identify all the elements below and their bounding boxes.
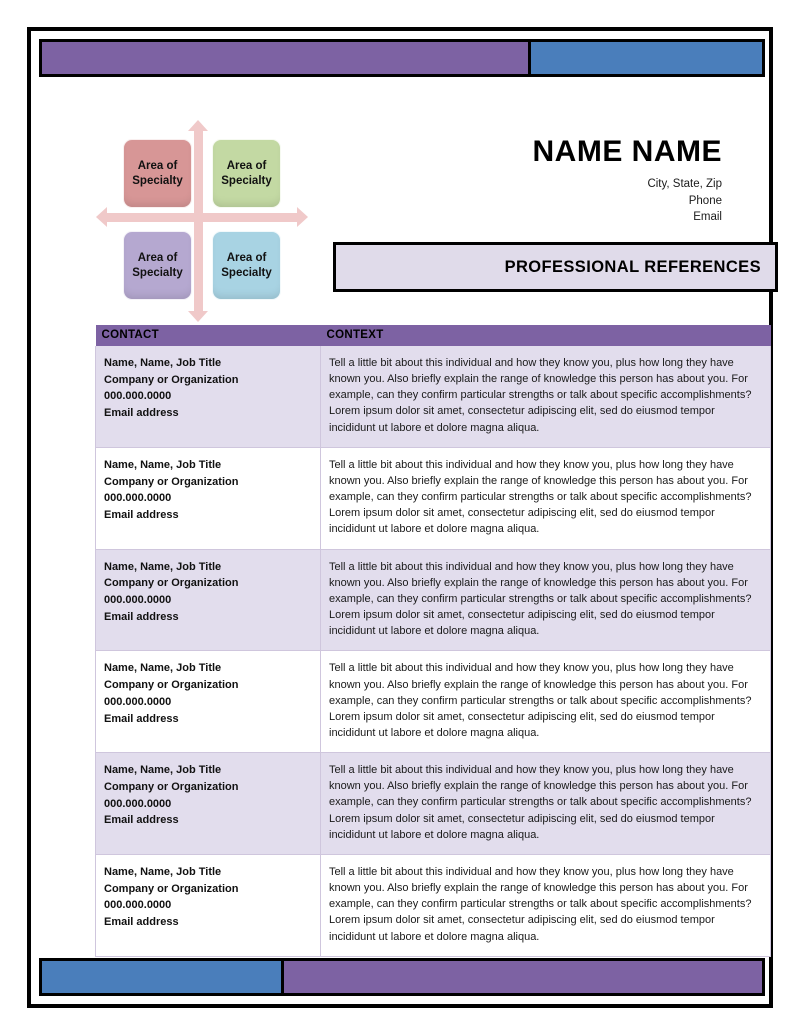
context-cell: Tell a little bit about this individual and how they know you, plus how long they have known you. Also briefly explain the range of knowledge this person has about you. For example, can they confirm particular strengths or talk about specific accomplishments? Lorem ipsum dolor sit amet, consectetur adipiscing elit, sed do eiusmod tempor incididunt ut labore et dolore magna aliqua. xyxy=(321,549,771,651)
specialty-box-line1: Area of xyxy=(226,252,267,265)
context-cell: Tell a little bit about this individual and how they know you, plus how long they have known you. Also briefly explain the range of knowledge this person has about you. For example, can they confirm particular strengths or talk about specific accomplishments? Lorem ipsum dolor sit amet, consectetur adipiscing elit, sed do eiusmod tempor incididunt ut labore et dolore magna aliqua. xyxy=(321,651,771,753)
specialty-box-line1: Area of xyxy=(137,252,178,265)
contact-organization: Company or Organization xyxy=(104,882,239,895)
table-row[interactable] xyxy=(96,346,771,447)
page-title: NAME NAME xyxy=(532,135,722,168)
specialty-box-top-right[interactable] xyxy=(212,139,281,208)
specialty-box-line2: Specialty xyxy=(221,174,272,187)
specialty-box-bottom-right[interactable] xyxy=(212,231,281,300)
table-row[interactable] xyxy=(96,447,771,549)
references-table-container xyxy=(95,325,771,957)
contact-organization: Company or Organization xyxy=(104,679,239,692)
contact-cell xyxy=(96,447,321,549)
contact-name-title: Name, Name, Job Title xyxy=(104,764,222,777)
section-banner xyxy=(333,242,778,292)
specialty-box-line1: Area of xyxy=(226,160,267,173)
top-decorative-banner xyxy=(39,39,765,77)
specialty-box-line2: Specialty xyxy=(221,266,272,279)
document-frame xyxy=(27,27,773,1008)
contact-email: Email address xyxy=(104,814,179,827)
table-row[interactable] xyxy=(96,651,771,753)
arrow-right-icon xyxy=(297,207,308,227)
specialty-box-line2: Specialty xyxy=(132,174,183,187)
contact-name-title: Name, Name, Job Title xyxy=(104,662,222,675)
references-table xyxy=(95,325,771,957)
column-header-context: CONTEXT xyxy=(321,325,771,346)
contact-email: Email address xyxy=(104,712,179,725)
contact-email: Email address xyxy=(104,916,179,929)
contact-phone: 000.000.0000 xyxy=(104,695,172,708)
table-row[interactable] xyxy=(96,854,771,956)
contact-phone: 000.000.0000 xyxy=(104,390,172,403)
specialty-box-top-left[interactable] xyxy=(123,139,192,208)
contact-organization: Company or Organization xyxy=(104,475,239,488)
context-cell: Tell a little bit about this individual and how they know you, plus how long they have known you. Also briefly explain the range of knowledge this person has about you. For example, can they confirm particular strengths or talk about specific accomplishments? Lorem ipsum dolor sit amet, consectetur adipiscing elit, sed do eiusmod tempor incididunt ut labore et dolore magna aliqua. xyxy=(321,447,771,549)
contact-organization: Company or Organization xyxy=(104,780,239,793)
horizontal-axis-line xyxy=(103,213,301,222)
contact-name-title: Name, Name, Job Title xyxy=(104,560,222,573)
references-table-head xyxy=(96,325,771,346)
contact-cell xyxy=(96,753,321,855)
contact-phone: 000.000.0000 xyxy=(104,899,172,912)
specialty-box-line1: Area of xyxy=(137,160,178,173)
specialty-box-line2: Specialty xyxy=(132,266,183,279)
references-table-body xyxy=(96,346,771,956)
contact-phone: 000.000.0000 xyxy=(104,594,172,606)
section-banner-label: PROFESSIONAL REFERENCES xyxy=(504,257,761,276)
contact-phone: 000.000.0000 xyxy=(104,797,172,810)
contact-name-title: Name, Name, Job Title xyxy=(104,458,222,471)
bottom-decorative-banner xyxy=(39,958,765,996)
context-cell: Tell a little bit about this individual and how they know you, plus how long they have known you. Also briefly explain the range of knowledge this person has about you. For example, can they confirm particular strengths or talk about specific accomplishments? Lorem ipsum dolor sit amet, consectetur adipiscing elit, sed do eiusmod tempor incididunt ut labore et dolore magna aliqua. xyxy=(321,854,771,956)
contact-name-title: Name, Name, Job Title xyxy=(104,865,222,878)
arrow-down-icon xyxy=(188,311,208,322)
specialty-box-bottom-left[interactable] xyxy=(123,231,192,300)
table-row[interactable] xyxy=(96,549,771,651)
arrow-left-icon xyxy=(96,207,107,227)
contact-cell xyxy=(96,854,321,956)
top-banner-blue-segment xyxy=(531,42,762,74)
table-row[interactable] xyxy=(96,753,771,855)
contact-cell xyxy=(96,346,321,447)
contact-line-phone: Phone xyxy=(688,194,722,207)
contact-cell xyxy=(96,549,321,651)
arrow-up-icon xyxy=(188,120,208,131)
top-banner-purple-segment xyxy=(42,42,531,74)
contact-cell xyxy=(96,651,321,753)
specialty-quadrant-diagram xyxy=(103,127,301,315)
contact-phone: 000.000.0000 xyxy=(104,492,172,505)
contact-line-email: Email xyxy=(693,211,722,224)
table-header-row xyxy=(96,325,771,346)
bottom-banner-purple-segment xyxy=(284,961,762,993)
contact-email: Email address xyxy=(104,610,179,623)
contact-email: Email address xyxy=(104,508,179,521)
contact-line-city: City, State, Zip xyxy=(647,178,722,190)
context-cell: Tell a little bit about this individual and how they know you, plus how long they have known you. Also briefly explain the range of knowledge this person has about you. For example, can they confirm particular strengths or talk about specific accomplishments? Lorem ipsum dolor sit amet, consectetur adipiscing elit, sed do eiusmod tempor incididunt ut labore et dolore magna aliqua. xyxy=(321,346,771,447)
bottom-banner-blue-segment xyxy=(42,961,284,993)
contact-organization: Company or Organization xyxy=(104,373,239,386)
context-cell: Tell a little bit about this individual and how they know you, plus how long they have known you. Also briefly explain the range of knowledge this person has about you. For example, can they confirm particular strengths or talk about specific accomplishments? Lorem ipsum dolor sit amet, consectetur adipiscing elit, sed do eiusmod tempor incididunt ut labore et dolore magna aliqua. xyxy=(321,753,771,855)
contact-email: Email address xyxy=(104,407,179,420)
column-header-contact: CONTACT xyxy=(96,325,321,346)
contact-name-title: Name, Name, Job Title xyxy=(104,357,222,369)
header-name-block xyxy=(533,135,723,226)
contact-organization: Company or Organization xyxy=(104,577,239,590)
